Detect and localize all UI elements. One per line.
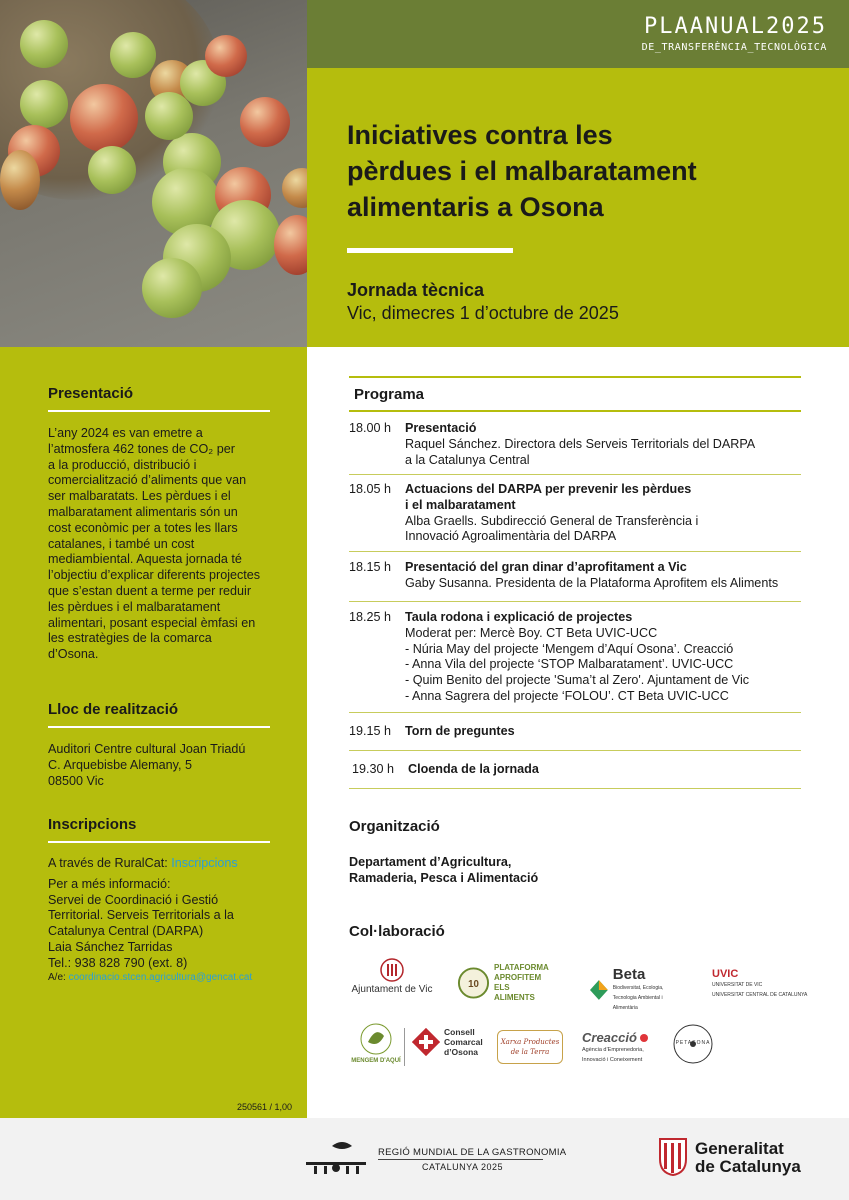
logo-divider	[404, 1028, 405, 1066]
uvic-logo: UVIC UNIVERSITAT DE VIC UNIVERSITAT CENTRAL DE CATALUNYA	[712, 968, 808, 998]
collaboracio-heading: Col·laboració	[349, 923, 445, 940]
ajuntament-vic-logo: Ajuntament de Vic	[347, 958, 437, 995]
presentacio-section	[48, 385, 272, 663]
consell-osona-logo: Consell Comarcal d’Osona	[412, 1027, 492, 1057]
mengem-icon	[353, 1022, 399, 1056]
gastronomia-rule	[378, 1159, 543, 1160]
plan-title: PLAANUAL2025	[644, 14, 827, 39]
generalitat-title: Generalitat	[695, 1139, 784, 1158]
cross-icon	[412, 1028, 440, 1056]
gastronomia-title: REGIÓ MUNDIAL DE LA GASTRONOMIA	[378, 1147, 567, 1158]
inscripcions-via: A través de RuralCat: Inscripcions	[48, 856, 238, 870]
event-type: Jornada tècnica	[347, 280, 485, 300]
lloc-heading: Lloc de realització	[48, 701, 179, 718]
inscripcions-link[interactable]: Inscripcions	[171, 856, 238, 870]
xarxa-productes-logo: Xarxa Productes de la Terra	[497, 1030, 563, 1064]
plataforma-logo: 10 PLATAFORMA APROFITEM ELS ALIMENTS	[457, 963, 557, 1003]
title-divider	[347, 248, 513, 253]
divider	[349, 750, 801, 751]
creaccio-logo: Creacció Agència d’Emprenedoria, Innovació i Coneixement	[582, 1030, 662, 1065]
section-divider	[48, 841, 270, 843]
gastronomia-icon	[302, 1140, 370, 1176]
generalitat-subtitle: de Catalunya	[695, 1157, 801, 1176]
page-title: Iniciatives contra les pèrdues i el malbaratament alimentaris a Osona	[347, 120, 697, 222]
email-link[interactable]: coordinacio.stcen.agricultura@gencat.cat	[68, 971, 253, 983]
gastronomia-subtitle: CATALUNYA 2025	[422, 1162, 504, 1172]
mengem-daqui-logo: MENGEM D'AQUÍ	[346, 1022, 406, 1066]
leaf-icon	[588, 978, 610, 1002]
generalitat-emblem-icon	[658, 1137, 688, 1177]
section-divider	[48, 726, 270, 728]
shield-icon	[380, 958, 404, 982]
reference-code: 250561 / 1,00	[237, 1102, 293, 1112]
lloc-address: Auditori Centre cultural Joan Triadú C. Arquebisbe Alemany, 5 08500 Vic	[48, 742, 246, 788]
divider	[349, 601, 801, 602]
divider	[349, 474, 801, 475]
dot-icon	[640, 1034, 648, 1042]
petasona-logo: PETASONA	[671, 1024, 715, 1064]
divider	[349, 788, 801, 789]
program-item: 19.15 h Torn de preguntes	[349, 724, 515, 738]
svg-text:10: 10	[468, 978, 479, 990]
presentacio-heading: Presentació	[48, 385, 134, 402]
divider	[349, 551, 801, 552]
hero-apples-photo	[0, 0, 307, 347]
program-item: 18.00 h Presentació Raquel Sánchez. Directora dels Serveis Territorials del DARPA a la Catalunya Central	[349, 421, 756, 467]
organitzacio-heading: Organització	[349, 818, 440, 835]
inscripcions-info: Per a més informació: Servei de Coordinació i Gestió Territorial. Serveis Territorials a la Catalunya Central (DARPA) Laia Sánchez Tarridas Tel.: 938 828 790 (ext. 8)	[48, 876, 234, 970]
programa-head-rule	[349, 410, 801, 412]
divider	[349, 712, 801, 713]
programa-top-rule	[349, 376, 801, 378]
programa-heading: Programa	[354, 386, 425, 403]
plataforma-icon	[457, 966, 490, 1000]
lloc-section	[48, 701, 272, 789]
event-date: Vic, dimecres 1 d’octubre de 2025	[347, 303, 619, 323]
program-item: 18.05 h Actuacions del DARPA per prevenir les pèrdues i el malbaratament Alba Graells. Subdirecció General de Transferència i Innovació Agroalimentària del DARPA	[349, 482, 699, 544]
inscripcions-section	[48, 816, 272, 983]
organitzacio-text: Departament d’Agricultura, Ramaderia, Pesca i Alimentació	[349, 855, 539, 885]
inscripcions-email: A/e: coordinacio.stcen.agricultura@gencat.cat	[48, 971, 253, 983]
program-item: 18.15 h Presentació del gran dinar d’aprofitament a Vic Gaby Susanna. Presidenta de la Plataforma Aprofitem els Aliments	[349, 560, 779, 590]
presentacio-text: L’any 2024 es van emetre a l’atmosfera 462 tones de CO₂ per a la producció, distribució i comercialització d’aliments que van ser malbaratats. Les pèrdues i el malbaratament alimentaris són un cost econòmic per a totes les llars catalanes, i també un cost mediambiental. Aquesta jornada té l’objectiu d’explicar diferents projectes que s’estan duent a terme per reduir les pèrdues i el malbaratament alimentari, posant especial èmfasi en les estratègies de la comarca d’Osona.	[48, 426, 261, 662]
left-sidebar	[0, 347, 307, 1118]
inscripcions-heading: Inscripcions	[48, 816, 137, 833]
program-item: 19.30 h Cloenda de la jornada	[352, 762, 539, 776]
beta-logo: Beta Biodiversitat, Ecologia, Tecnologia Ambiental i Alimentària	[588, 966, 688, 1013]
section-divider	[48, 410, 270, 412]
plan-subtitle: DE_TRANSFERÈNCIA_TECNOLÒGICA	[641, 42, 827, 53]
program-item: 18.25 h Taula rodona i explicació de projectes Moderat per: Mercè Boy. CT Beta UVIC-UCC - Núria May del projecte ‘Mengem d’Aquí Osona’. Creacció - Anna Vila del projecte ‘STOP Malbaratament’. UVIC-UCC - Quim Benito del projecte 'Suma’t al Zero'. Ajuntament de Vic - Anna Sagrera del projecte ‘FOLOU’. CT Beta UVIC-UCC	[349, 610, 750, 703]
